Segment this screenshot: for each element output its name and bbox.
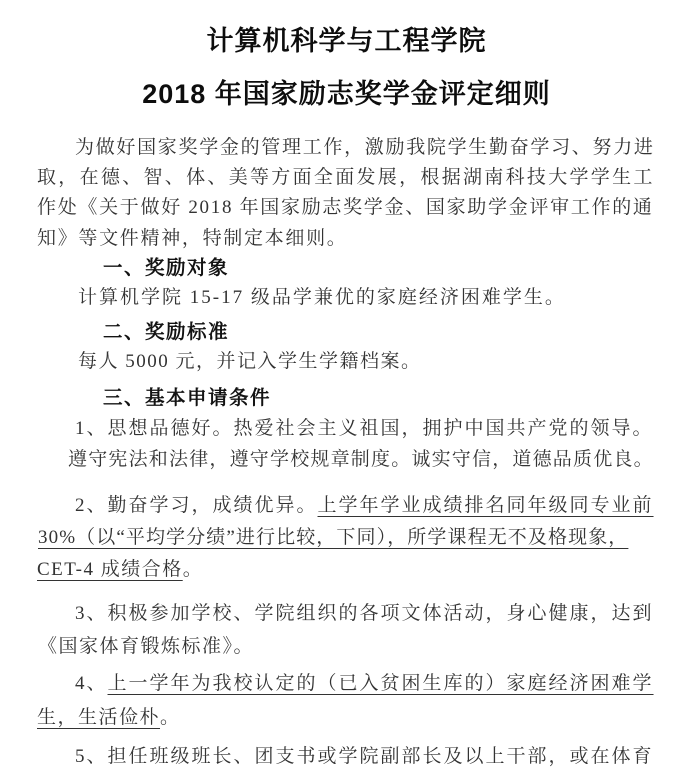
item4-line2-underlined-text: 生，生活俭朴 bbox=[37, 707, 161, 728]
item3-line-2: 《国家体育锻炼标准》。 bbox=[38, 636, 255, 657]
section1-body-line: 计算机学院 15-17 级品学兼优的家庭经济困难学生。 bbox=[78, 287, 566, 308]
section-heading-reward-target: 一、奖励对象 bbox=[103, 257, 230, 279]
item1-line-1: 1、思想品德好。热爱社会主义祖国，拥护中国共产党的领导。 bbox=[75, 418, 654, 439]
item2-line-3 bbox=[37, 559, 203, 581]
section2-body-line: 每人 5000 元，并记入学生学籍档案。 bbox=[78, 351, 422, 372]
section-heading-reward-standard: 二、奖励标准 bbox=[103, 321, 230, 343]
document-subtitle: 2018 年国家励志奖学金评定细则 bbox=[142, 79, 551, 109]
document-title: 计算机科学与工程学院 bbox=[206, 26, 487, 56]
item4-line1-plain-text: 4、 bbox=[75, 673, 108, 694]
intro-line-3: 作处《关于做好 2018 年国家励志奖学金、国家助学金评审工作的通 bbox=[37, 197, 654, 218]
item2-line1-underlined-text: 上学年学业成绩排名同年级同专业前 bbox=[317, 495, 654, 516]
item5-line-1: 5、担任班级班长、团支书或学院副部长及以上干部，或在体育 bbox=[75, 746, 654, 767]
intro-line-2: 取，在德、智、体、美等方面全面发展，根据湖南科技大学学生工 bbox=[37, 167, 655, 188]
item2-line1-plain-text: 2、勤奋学习，成绩优异。 bbox=[75, 495, 318, 516]
item4-line-1 bbox=[75, 673, 654, 695]
item2-line3-underlined-text: CET-4 成绩合格 bbox=[37, 559, 183, 580]
item4-line1-underlined-text: 上一学年为我校认定的（已入贫困生库的）家庭经济困难学 bbox=[107, 673, 654, 694]
item4-line2-plain-text: 。 bbox=[160, 707, 181, 728]
item2-line2-underlined-text: 30%（以“平均学分绩”进行比较，下同），所学课程无不及格现象， bbox=[38, 527, 629, 548]
intro-line-1: 为做好国家奖学金的管理工作，激励我院学生勤奋学习、努力进 bbox=[75, 137, 655, 158]
item2-line-2 bbox=[38, 527, 628, 549]
item2-line-1 bbox=[75, 495, 654, 517]
intro-line-4: 知》等文件精神，特制定本细则。 bbox=[37, 228, 348, 249]
section-heading-basic-conditions: 三、基本申请条件 bbox=[103, 387, 272, 409]
item2-line3-plain-text: 。 bbox=[182, 559, 204, 580]
item1-line-2: 遵守宪法和法律，遵守学校规章制度。诚实守信，道德品质优良。 bbox=[68, 449, 654, 470]
item4-line-2 bbox=[37, 707, 181, 729]
item3-line-1: 3、积极参加学校、学院组织的各项文体活动，身心健康，达到 bbox=[75, 603, 654, 624]
